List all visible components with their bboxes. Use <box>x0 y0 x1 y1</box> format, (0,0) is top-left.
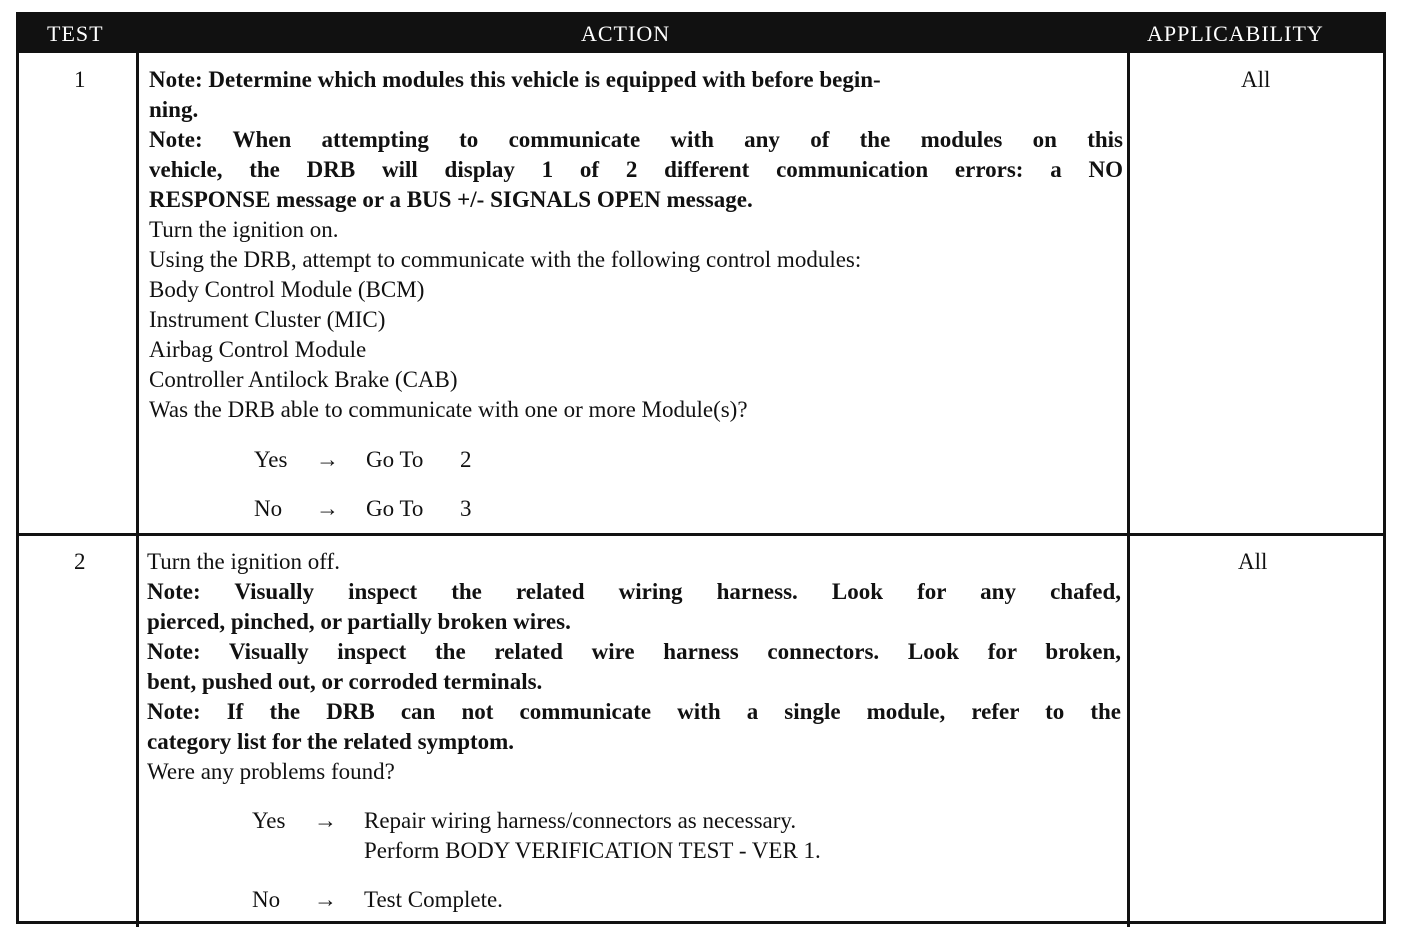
result-answer: No <box>254 496 283 521</box>
module-item: Airbag Control Module <box>149 337 367 362</box>
row-divider <box>19 533 1383 536</box>
test-number-2: 2 <box>74 549 86 574</box>
result-answer: Yes <box>254 447 288 472</box>
module-item: Body Control Module (BCM) <box>149 277 425 302</box>
header-action: ACTION <box>581 21 671 46</box>
header-applicability: APPLICABILITY <box>1147 21 1324 46</box>
note-line: RESPONSE message or a BUS +/- SIGNALS OPEN message. <box>149 187 753 212</box>
arrow-icon: → <box>314 887 337 912</box>
result-goto: Go To <box>366 496 424 521</box>
note-line: pierced, pinched, or partially broken wires. <box>147 609 571 634</box>
note-line: category list for the related symptom. <box>147 729 515 754</box>
diagnostic-table <box>16 12 1386 924</box>
result-action-line: Repair wiring harness/connectors as necessary. <box>364 808 797 833</box>
arrow-icon: → <box>316 447 339 472</box>
question-line: Was the DRB able to communicate with one or more Module(s)? <box>149 397 748 422</box>
result-action-line: Test Complete. <box>364 887 503 912</box>
arrow-icon: → <box>316 496 339 521</box>
action-text-2 <box>147 547 1121 787</box>
question-line: Were any problems found? <box>147 759 395 784</box>
column-divider-action <box>1127 53 1130 927</box>
test-number-1: 1 <box>74 67 86 92</box>
result-answer: No <box>252 887 281 912</box>
table-header <box>19 15 1383 53</box>
result-target: 2 <box>460 447 472 472</box>
note-line: Note: Visually inspect the related wiring harness. Look for any chafed, <box>147 579 1121 604</box>
note-line: Note: When attempting to communicate with any of the modules on this <box>149 127 1123 152</box>
applicability-1: All <box>1241 67 1271 92</box>
note-line: Note: If the DRB can not communicate with a single module, refer to the <box>147 699 1121 724</box>
result-action-line: Perform BODY VERIFICATION TEST - VER 1. <box>364 838 821 863</box>
arrow-icon: → <box>314 808 337 833</box>
module-item: Instrument Cluster (MIC) <box>149 307 386 332</box>
instruction-line: Turn the ignition off. <box>147 549 340 574</box>
instruction-line: Using the DRB, attempt to communicate with the following control modules: <box>149 247 862 272</box>
applicability-2: All <box>1238 549 1268 574</box>
result-target: 3 <box>460 496 472 521</box>
instruction-line: Turn the ignition on. <box>149 217 339 242</box>
action-text-1 <box>149 65 1123 425</box>
note-line: ning. <box>149 97 199 122</box>
result-goto: Go To <box>366 447 424 472</box>
column-divider-test <box>136 53 139 927</box>
note-line: Note: Determine which modules this vehicle is equipped with before begin- <box>149 67 881 92</box>
note-line: Note: Visually inspect the related wire harness connectors. Look for broken, <box>147 639 1121 664</box>
note-line: vehicle, the DRB will display 1 of 2 different communication errors: a NO <box>149 157 1123 182</box>
result-answer: Yes <box>252 808 286 833</box>
note-line: bent, pushed out, or corroded terminals. <box>147 669 543 694</box>
header-test: TEST <box>47 21 104 46</box>
module-item: Controller Antilock Brake (CAB) <box>149 367 458 392</box>
